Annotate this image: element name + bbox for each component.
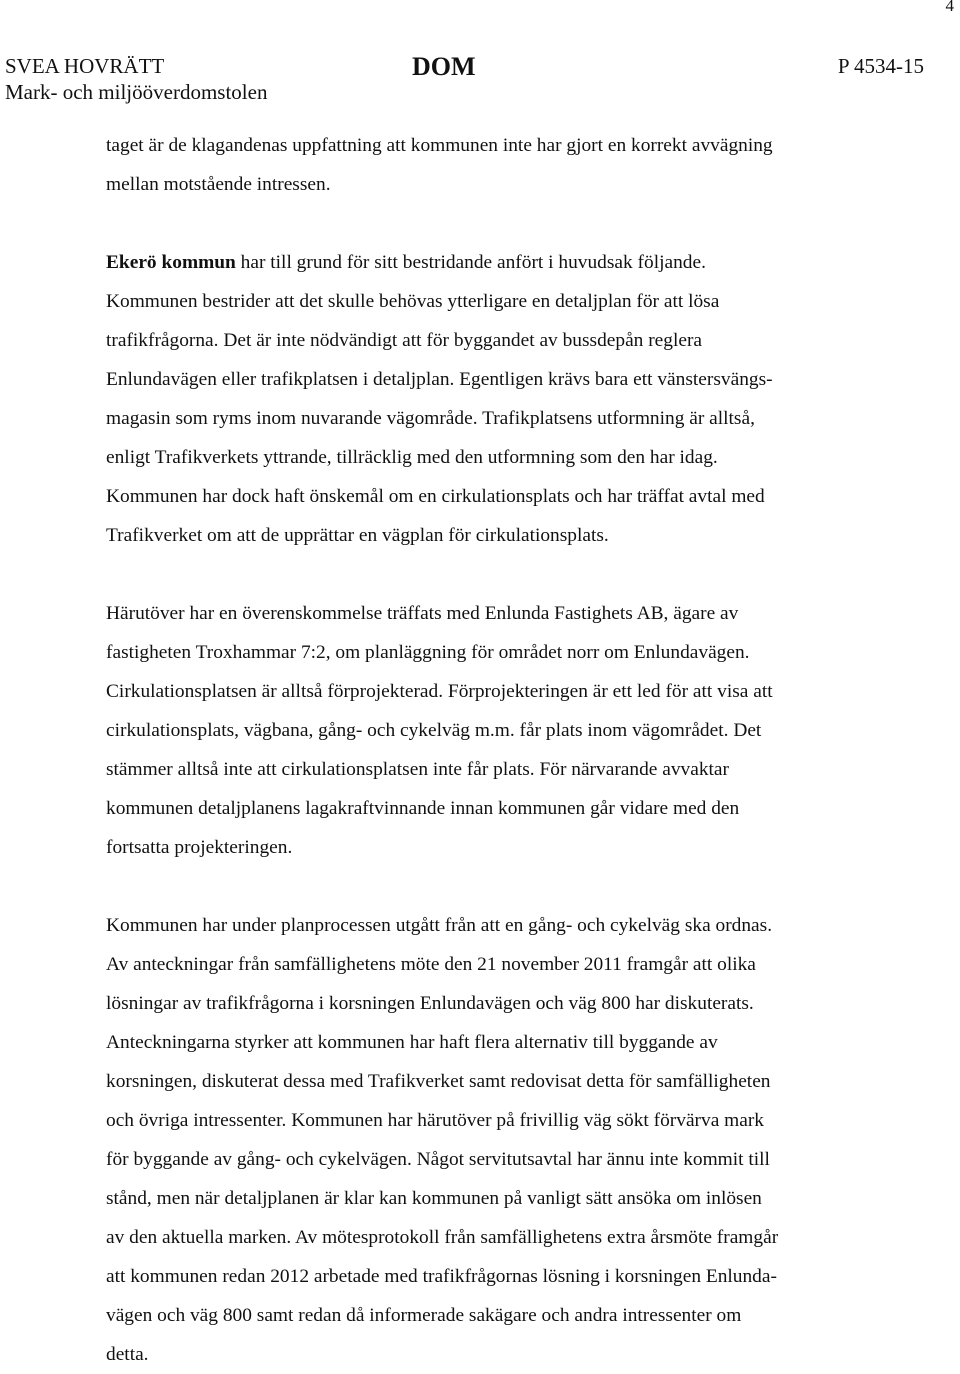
text-line: cirkulationsplats, vägbana, gång- och cykelväg m.m. får plats inom vägområdet. Det [106,720,762,741]
text-line: Cirkulationsplatsen är alltså förprojekterad. Förprojekteringen är ett led för att visa att [106,681,773,702]
text-line: korsningen, diskuterat dessa med Trafikverket samt redovisat detta för samfälligheten [106,1071,771,1092]
paragraph [106,126,906,204]
text-line: stämmer alltså inte att cirkulationsplatsen inte får plats. För närvarande avvaktar [106,759,729,780]
text-line: Kommunen har under planprocessen utgått från att en gång- och cykelväg ska ordnas. [106,915,773,936]
page-number: 4 [945,0,954,15]
text-line: fastigheten Troxhammar 7:2, om planläggning för området norr om Enlundavägen. [106,642,750,663]
case-number: P 4534-15 [837,54,924,78]
text-line: Av anteckningar från samfällighetens möte den 21 november 2011 framgår att olika [106,954,756,975]
document-body [106,126,906,1374]
text-line: trafikfrågorna. Det är inte nödvändigt att för byggandet av bussdepån reglera [106,330,703,351]
paragraph [106,906,906,1374]
text-line: Enlundavägen eller trafikplatsen i detaljplan. Egentligen krävs bara ett vänstersvängs- [106,369,773,390]
paragraph [106,594,906,867]
text-line: Kommunen har dock haft önskemål om en cirkulationsplats och har träffat avtal med [106,486,765,507]
text-line [106,243,906,282]
document-type: DOM [412,52,476,81]
text-run: har till grund för sitt bestridande anfört i huvudsak följande. [235,252,706,273]
text-line: Härutöver har en överenskommelse träffats med Enlunda Fastighets AB, ägare av [106,603,739,624]
text-line: kommunen detaljplanens lagakraftvinnande innan kommunen går vidare med den [106,798,740,819]
court-subname: Mark- och miljööverdomstolen [5,80,268,104]
text-line: av den aktuella marken. Av mötesprotokoll från samfällighetens extra årsmöte framgår [106,1227,779,1248]
text-line: vägen och väg 800 samt redan då informerade sakägare och andra intressenter om [106,1305,742,1326]
text-line: att kommunen redan 2012 arbetade med trafikfrågornas lösning i korsningen Enlunda- [106,1266,777,1287]
paragraph-spacer [106,867,906,906]
text-line: Trafikverket om att de upprättar en vägplan för cirkulationsplats. [106,525,609,546]
paragraph-spacer [106,204,906,243]
paragraph-spacer [106,555,906,594]
party-name: Ekerö kommun [106,252,236,273]
paragraph [106,243,906,555]
text-line: Kommunen bestrider att det skulle behövas ytterligare en detaljplan för att lösa [106,291,720,312]
court-name: SVEA HOVRÄTT [5,54,165,78]
text-line: enligt Trafikverkets yttrande, tillräcklig med den utformning som den har idag. [106,447,718,468]
text-line: för byggande av gång- och cykelvägen. Något servitutsavtal har ännu inte kommit till [106,1149,770,1170]
text-line: fortsatta projekteringen. [106,837,293,858]
text-line: taget är de klagandenas uppfattning att kommunen inte har gjort en korrekt avvägning [106,135,773,156]
text-line: detta. [106,1344,149,1365]
text-line: magasin som ryms inom nuvarande vägområde. Trafikplatsens utformning är alltså, [106,408,755,429]
text-line: Anteckningarna styrker att kommunen har haft flera alternativ till byggande av [106,1032,718,1053]
text-line: lösningar av trafikfrågorna i korsningen Enlundavägen och väg 800 har diskuterats. [106,993,754,1014]
text-line: stånd, men när detaljplanen är klar kan kommunen på vanligt sätt ansöka om inlösen [106,1188,762,1209]
text-line: mellan motstående intressen. [106,174,331,195]
text-line: och övriga intressenter. Kommunen har härutöver på frivillig väg sökt förvärva mark [106,1110,765,1131]
